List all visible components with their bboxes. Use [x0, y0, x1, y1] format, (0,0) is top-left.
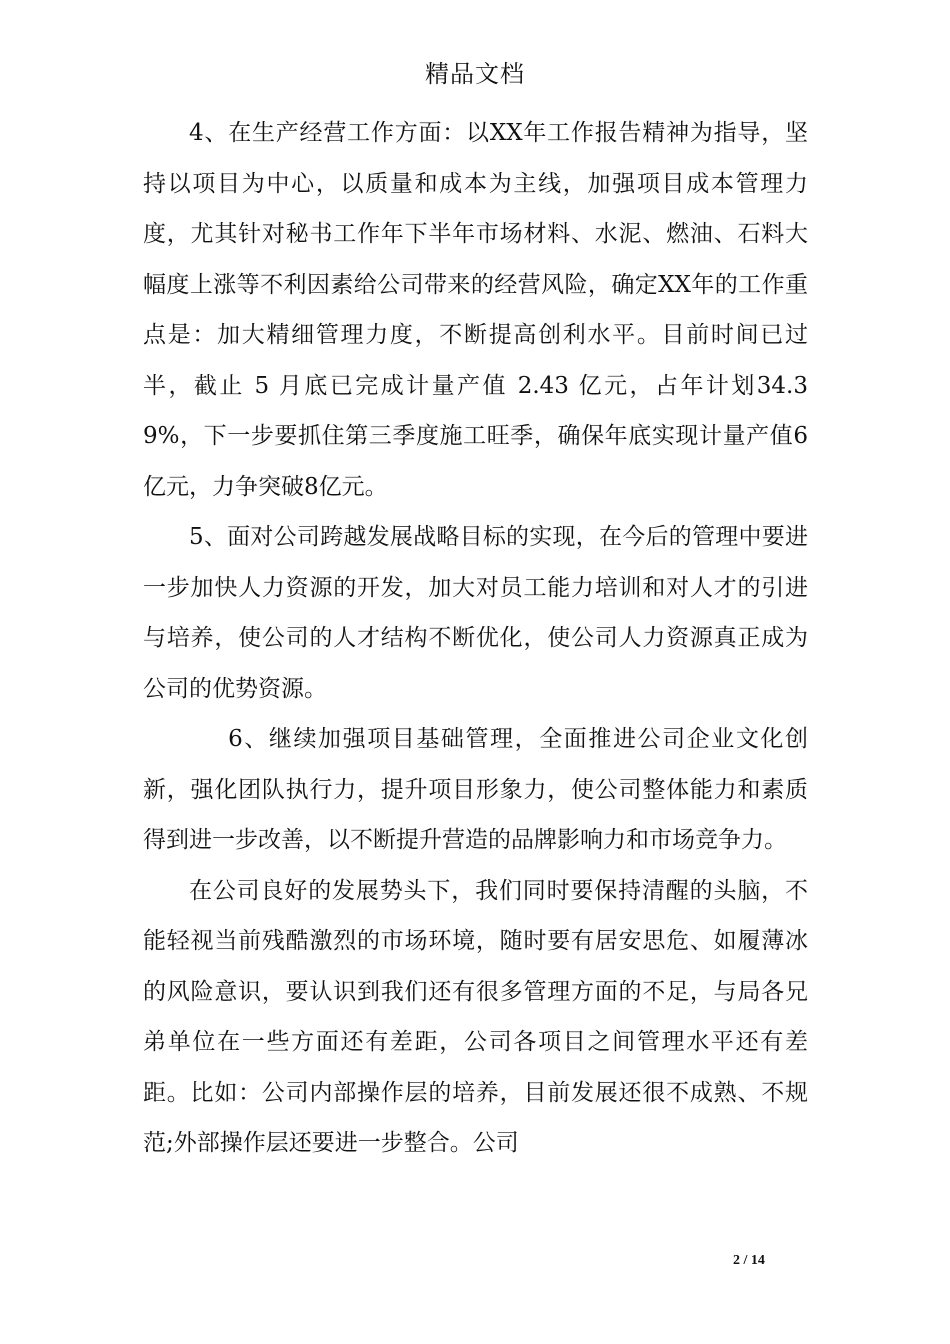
- page-header-title: 精品文档: [425, 60, 525, 88]
- document-body: [143, 108, 808, 1169]
- paragraph-item-5: 5、面对公司跨越发展战略目标的实现，在今后的管理中要进一步加快人力资源的开发，加大对员工能力培训和对人才的引进与培养，使公司的人才结构不断优化，使公司人力资源真正成为公司的优势资源。: [143, 524, 808, 702]
- paragraph-item-4: 4、在生产经营工作方面：以XX年工作报告精神为指导，坚持以项目为中心，以质量和成本为主线，加强项目成本管理力度，尤其针对秘书工作年下半年市场材料、水泥、燃油、石料大幅度上涨等不利因素给公司带来的经营风险，确定XX年的工作重点是：加大精细管理力度，不断提高创利水平。目前时间已过半，截止 5 月底已完成计量产值 2.43 亿元，占年计划34.39%，下一步要抓住第三季度施工旺季，确保年底实现计量产值6亿元，力争突破8亿元。: [143, 120, 808, 500]
- paragraph-item-6: 6、继续加强项目基础管理，全面推进公司企业文化创新，强化团队执行力，提升项目形象力，使公司整体能力和素质得到进一步改善，以不断提升营造的品牌影响力和市场竞争力。: [143, 726, 808, 853]
- paragraph-summary: 在公司良好的发展势头下，我们同时要保持清醒的头脑，不能轻视当前残酷激烈的市场环境，随时要有居安思危、如履薄冰的风险意识，要认识到我们还有很多管理方面的不足，与局各兄弟单位在一些方面还有差距，公司各项目之间管理水平还有差距。比如：公司内部操作层的培养，目前发展还很不成熟、不规范;外部操作层还要进一步整合。公司: [143, 877, 808, 1156]
- page-number: 2 / 14: [733, 1253, 765, 1268]
